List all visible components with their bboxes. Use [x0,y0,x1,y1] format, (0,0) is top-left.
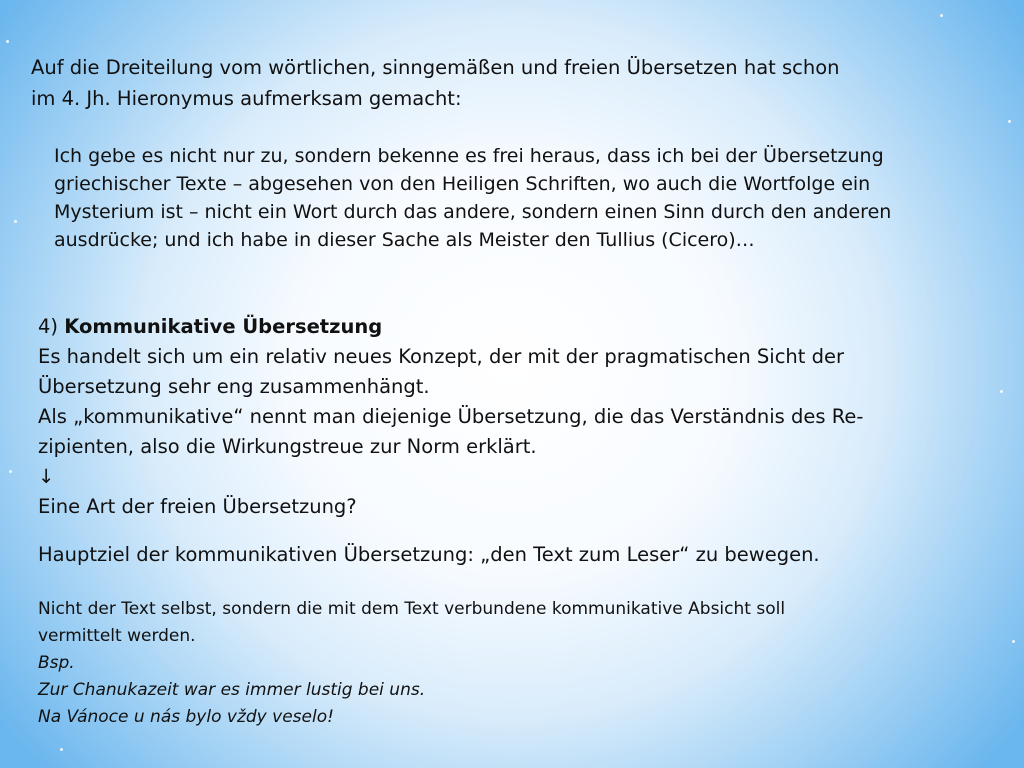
explanation-line: vermittelt werden. [38,626,196,646]
background-sparkle [6,40,9,43]
background-sparkle [1000,390,1003,393]
example-block [38,596,998,731]
main-goal: Hauptziel der kommunikativen Übersetzung: „den Text zum Leser“ zu bewegen. [38,543,820,566]
down-arrow-icon: ↓ [38,465,55,488]
background-sparkle [1008,120,1011,123]
section-line: Übersetzung sehr eng zusammenhängt. [38,375,430,398]
section-communicative-translation [38,312,998,522]
explanation-line: Nicht der Text selbst, sondern die mit dem Text verbundene kommunikative Absicht soll [38,599,786,619]
example-czech: Na Vánoce u nás bylo vždy veselo! [38,707,334,727]
background-sparkle [940,14,943,17]
background-sparkle [60,748,63,751]
intro-line: im 4. Jh. Hieronymus aufmerksam gemacht: [31,87,462,110]
section-line: Als „kommunikative“ nennt man diejenige Übersetzung, die das Verständnis des Re- [38,405,864,428]
section-number: 4) [38,315,65,338]
example-german: Zur Chanukazeit war es immer lustig bei uns. [38,680,426,700]
background-sparkle [9,470,12,473]
section-title: Kommunikative Übersetzung [64,315,383,338]
intro-line: Auf die Dreiteilung vom wörtlichen, sinngemäßen und freien Übersetzen hat schon [31,56,840,79]
quote-line: ausdrücke; und ich habe in dieser Sache als Meister den Tullius (Cicero)… [54,229,755,251]
quote-line: Mysterium ist – nicht ein Wort durch das andere, sondern einen Sinn durch den anderen [54,201,892,223]
section-line: zipienten, also die Wirkungstreue zur Norm erklärt. [38,435,537,458]
background-sparkle [1012,640,1015,643]
section-question: Eine Art der freien Übersetzung? [38,495,357,518]
intro-paragraph [31,52,991,114]
section-heading [38,312,998,342]
hieronymus-quote [54,142,1004,254]
background-sparkle [14,220,17,223]
quote-line: griechischer Texte – abgesehen von den Heiligen Schriften, wo auch die Wortfolge ein [54,173,871,195]
section-line: Es handelt sich um ein relativ neues Konzept, der mit der pragmatischen Sicht der [38,345,845,368]
example-label: Bsp. [38,653,75,673]
quote-line: Ich gebe es nicht nur zu, sondern bekenne es frei heraus, dass ich bei der Übersetzung [54,145,884,167]
